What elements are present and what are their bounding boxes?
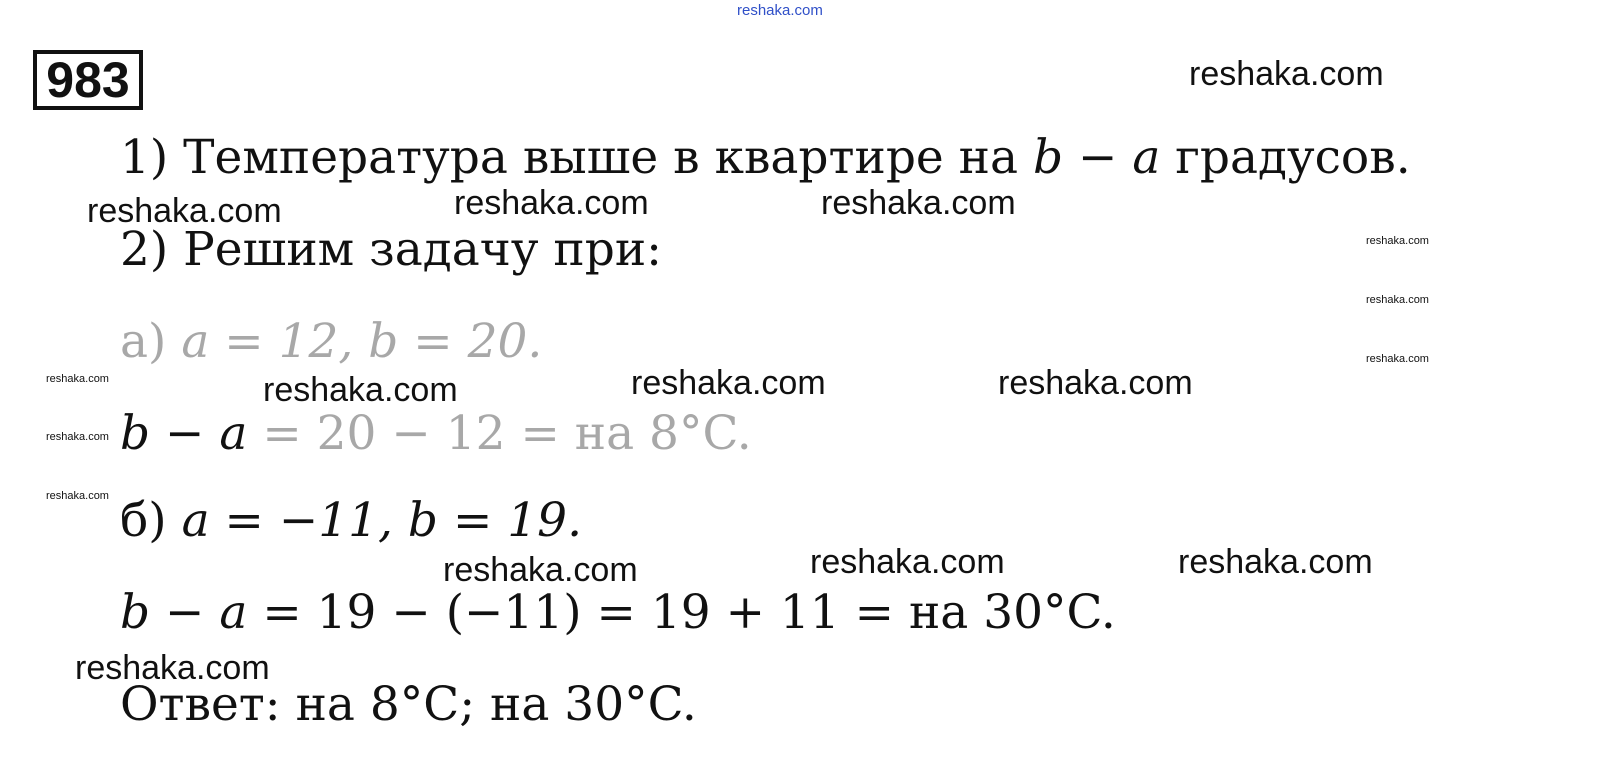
solution-line-1 <box>120 130 1411 185</box>
part-a-calc-prefix: b − a <box>120 406 248 461</box>
part-a-label: а) <box>120 314 182 369</box>
watermark-9: reshaka.com <box>810 543 1005 581</box>
line1-math: b − a <box>1032 130 1161 185</box>
watermark-small-5: reshaka.com <box>46 431 109 443</box>
watermark-1: reshaka.com <box>1189 55 1384 93</box>
part-b-calc-prefix: b − a <box>120 585 248 640</box>
line1-tail: градусов. <box>1160 130 1411 185</box>
watermark-8: reshaka.com <box>443 551 638 589</box>
watermark-7: reshaka.com <box>998 364 1193 402</box>
problem-number: 983 <box>33 50 143 110</box>
watermark-small-6: reshaka.com <box>46 490 109 502</box>
watermark-small-3: reshaka.com <box>1366 353 1429 365</box>
part-b-calculation <box>120 585 1116 640</box>
answer-line: Ответ: на 8°C; на 30°C. <box>120 677 697 732</box>
header-watermark[interactable]: reshaka.com <box>737 2 823 19</box>
watermark-6: reshaka.com <box>631 364 826 402</box>
part-a-calc: = 20 − 12 = на 8°C. <box>247 406 752 461</box>
part-b-cond: a = −11, b = 19. <box>181 493 583 548</box>
watermark-small-1: reshaka.com <box>1366 235 1429 247</box>
solution-line-2: 2) Решим задачу при: <box>120 222 662 277</box>
watermark-11: reshaka.com <box>75 649 270 687</box>
part-b-condition <box>120 493 583 548</box>
watermark-small-4: reshaka.com <box>46 373 109 385</box>
part-b-label: б) <box>120 493 182 548</box>
part-a-cond: a = 12, b = 20. <box>181 314 543 369</box>
part-a-calculation <box>120 406 752 461</box>
part-a-condition <box>120 314 543 369</box>
watermark-small-2: reshaka.com <box>1366 294 1429 306</box>
part-b-calc: = 19 − (−11) = 19 + 11 = на 30°C. <box>247 585 1116 640</box>
watermark-2: reshaka.com <box>87 192 282 230</box>
watermark-10: reshaka.com <box>1178 543 1373 581</box>
watermark-4: reshaka.com <box>821 184 1016 222</box>
watermark-3: reshaka.com <box>454 184 649 222</box>
line1-text: 1) Температура выше в квартире на <box>120 130 1033 185</box>
watermark-5: reshaka.com <box>263 371 458 409</box>
